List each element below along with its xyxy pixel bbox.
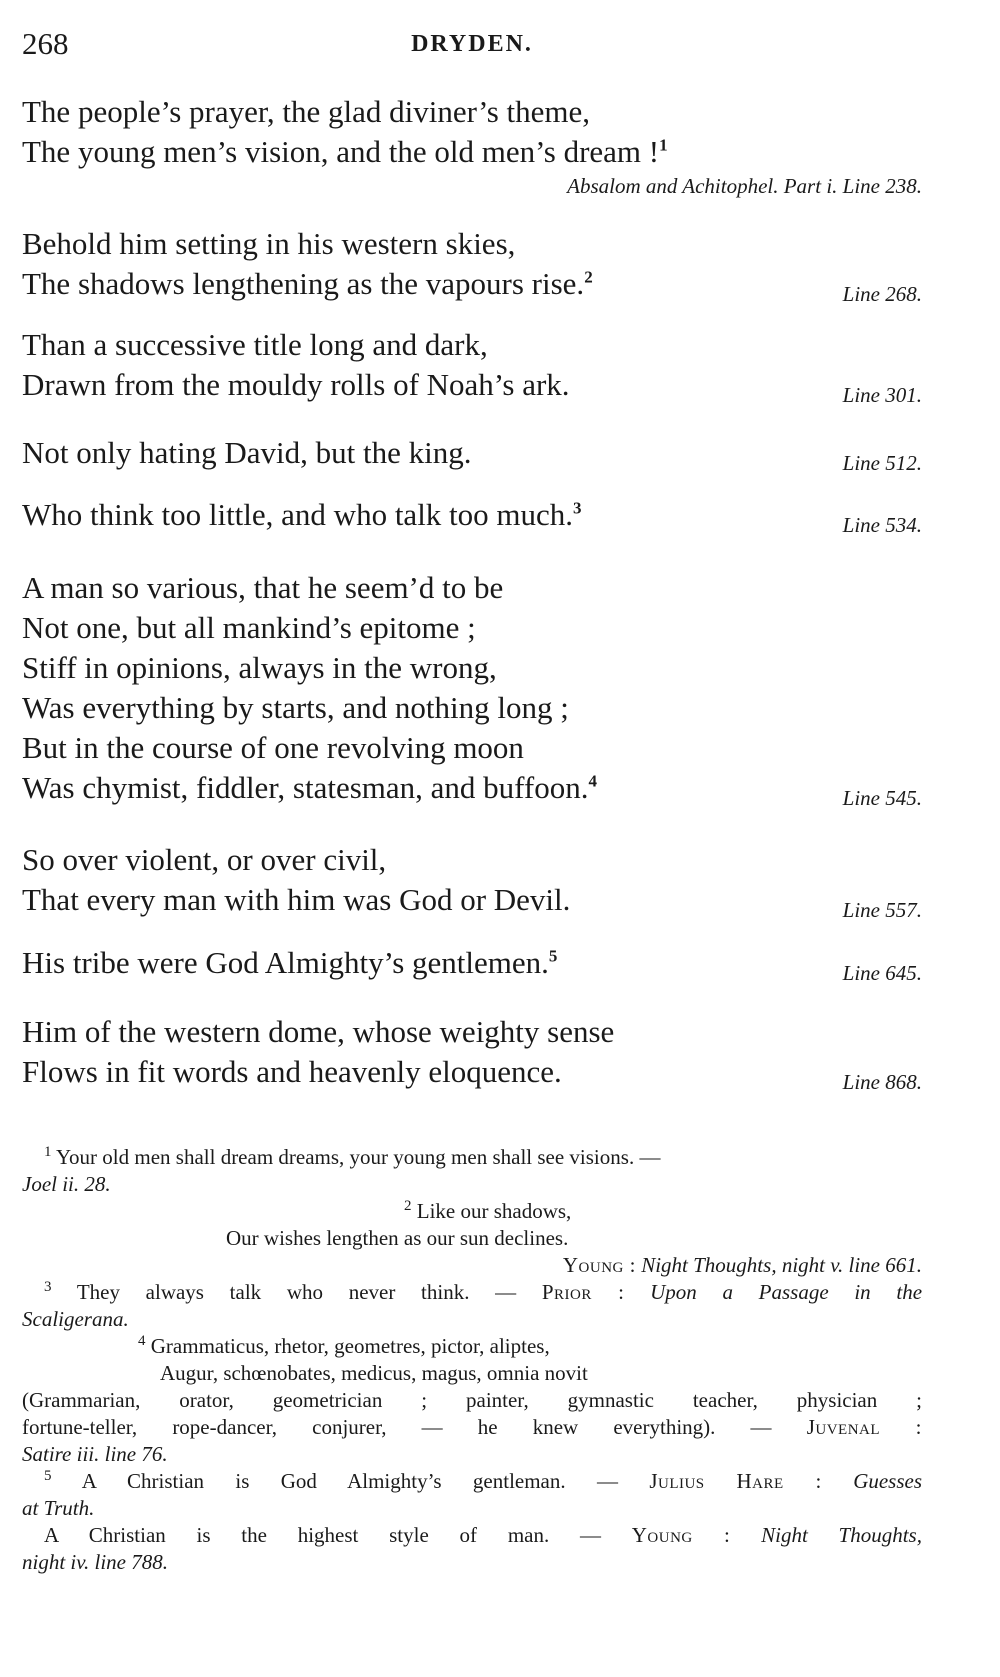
footnote-mark: 1 xyxy=(659,135,668,155)
page-header xyxy=(22,26,922,66)
quote-reference: Line 534. xyxy=(842,513,922,537)
footnote-mark: 2 xyxy=(584,267,593,287)
quote-block xyxy=(22,495,922,535)
verse-line: Flows in fit words and heavenly eloquence. Line 868. xyxy=(22,1052,922,1092)
verse-line: Stiff in opinions, always in the wrong, xyxy=(22,650,497,685)
footnotes-section xyxy=(22,1144,922,1576)
running-head: DRYDEN. xyxy=(411,31,533,57)
verse-line: The people’s prayer, the glad diviner’s theme, xyxy=(22,94,591,129)
footnote-3: $^3$ They always talk who never think. — Prior : Upon a Passage in the Scaligerana. xyxy=(22,1279,923,1331)
footnote-4: $^4$ Grammaticus, rhetor, geometres, pictor, aliptes, Augur, schœnobates, medicus, magus, omnia novit (Grammarian, orator, geometrician ; painter, gymnastic teacher, physician ; fortune-teller, rope-dancer, conjurer, — he knew everything). — Juvenal : Satire iii. line 76. xyxy=(22,1333,922,1466)
verse-line: That every man with him was God or Devil. Line 557. xyxy=(22,880,922,920)
quote-reference: Line 545. xyxy=(842,786,922,810)
verse-line: Was chymist, fiddler, statesman, and buffoon.$^4$ Line 545. xyxy=(22,768,922,808)
quote-reference: Line 868. xyxy=(842,1070,922,1094)
verse-line: The shadows lengthening as the vapours rise.$^2$ Line 268. xyxy=(22,264,922,304)
footnote-5: $^5$ A Christian is God Almighty’s gentleman. — Julius Hare : Guesses at Truth. A Christian is the highest style of man. — Young : Night Thoughts, night iv. line 788. xyxy=(22,1468,923,1574)
verse-line: Him of the western dome, whose weighty sense xyxy=(22,1014,615,1049)
footnote-mark: 4 xyxy=(588,771,597,791)
verse-line: Than a successive title long and dark, xyxy=(22,327,488,362)
quote-block xyxy=(22,943,922,983)
verse-line: Drawn from the mouldy rolls of Noah’s ark. Line 301. xyxy=(22,365,922,405)
verse-line: Not only hating David, but the king. Line 512. xyxy=(22,433,922,473)
footnote-2: $^2$ Like our shadows, Our wishes lengthen as our sun declines. Young : Night Thoughts, night v. line 661. xyxy=(226,1198,922,1277)
verse-line: Who think too little, and who talk too much.$^3$ Line 534. xyxy=(22,495,922,535)
verse-line: Not one, but all mankind’s epitome ; xyxy=(22,610,476,645)
verse-line: A man so various, that he seem’d to be xyxy=(22,570,504,605)
page-number: 268 xyxy=(22,26,69,61)
quote-reference: Line 512. xyxy=(842,451,922,475)
footnote-1: $^1$ Your old men shall dream dreams, your young men shall see visions. — Joel ii. 28. xyxy=(22,1144,661,1196)
quote-block xyxy=(22,92,922,200)
quote-block xyxy=(22,568,922,808)
verse-line: His tribe were God Almighty’s gentlemen.$^5$ Line 645. xyxy=(22,943,922,983)
quote-block xyxy=(22,325,922,405)
quote-reference: Line 268. xyxy=(842,282,922,306)
quote-reference: Line 301. xyxy=(842,383,922,407)
footnote-mark: 3 xyxy=(573,498,582,518)
book-page xyxy=(22,0,922,1677)
quote-reference: Line 557. xyxy=(842,898,922,922)
quote-reference: Absalom and Achitophel. Part i. Line 238. xyxy=(567,174,922,198)
quote-block xyxy=(22,840,922,920)
verse-line: The young men’s vision, and the old men’s dream !$^1$ xyxy=(22,134,668,169)
quote-reference: Line 645. xyxy=(842,961,922,985)
verse-line: Was everything by starts, and nothing long ; xyxy=(22,690,569,725)
verse-line: Behold him setting in his western skies, xyxy=(22,226,516,261)
verse-line: So over violent, or over civil, xyxy=(22,842,387,877)
quote-block xyxy=(22,1012,922,1092)
footnote-mark: 5 xyxy=(548,946,558,966)
quote-block xyxy=(22,433,922,473)
quote-block xyxy=(22,224,922,304)
verse-line: But in the course of one revolving moon xyxy=(22,730,524,765)
